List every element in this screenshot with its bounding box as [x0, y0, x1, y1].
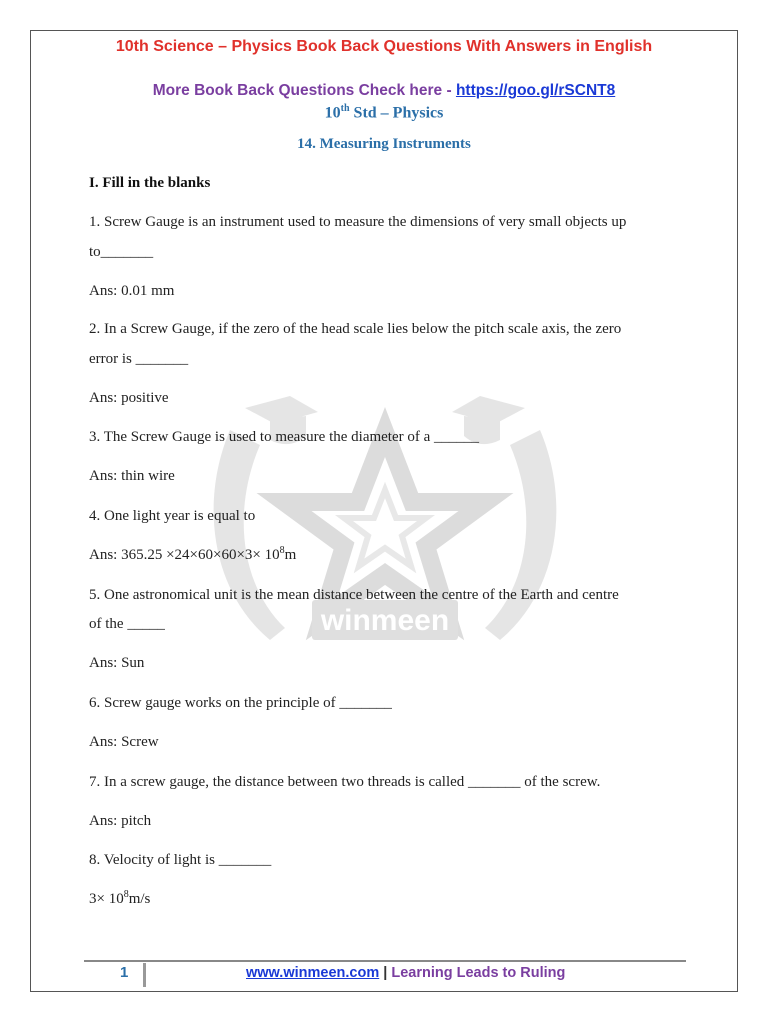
- question-6: 6. Screw gauge works on the principle of _______: [89, 695, 392, 711]
- question-1: 1. Screw Gauge is an instrument used to measure the dimensions of very small objects up: [89, 214, 627, 230]
- answer-8-unit: m/s: [128, 891, 151, 907]
- footer-site-link[interactable]: www.winmeen.com: [246, 965, 380, 981]
- page-title: 10th Science – Physics Book Back Questions With Answers in English: [115, 38, 653, 55]
- answer-8: [89, 889, 150, 908]
- question-2-cont: error is _______: [89, 351, 189, 367]
- answer-4-exponent: 8: [279, 545, 285, 556]
- chapter-title: 14. Measuring Instruments: [297, 136, 471, 152]
- std-subtitle: [30, 103, 738, 122]
- footer: [246, 965, 565, 981]
- question-5-cont: of the _____: [89, 616, 165, 632]
- std-subject: Std – Physics: [349, 104, 444, 122]
- question-8: 8. Velocity of light is _______: [89, 852, 272, 868]
- footer-rule: [84, 960, 686, 962]
- watermark-text: winmeen: [320, 604, 450, 637]
- question-3: 3. The Screw Gauge is used to measure the diameter of a ______: [89, 429, 480, 445]
- page-number: 1: [120, 964, 129, 981]
- more-questions-text: More Book Back Questions Check here -: [152, 82, 456, 99]
- answer-1: Ans: 0.01 mm: [89, 283, 175, 299]
- section-heading: I. Fill in the blanks: [89, 175, 211, 191]
- answer-2: Ans: positive: [89, 390, 169, 406]
- question-4: 4. One light year is equal to: [89, 508, 256, 524]
- answer-6: Ans: Screw: [89, 734, 159, 750]
- answer-4-base: Ans: 365.25 ×24×60×60×3× 10: [89, 547, 280, 563]
- question-7: 7. In a screw gauge, the distance between two threads is called _______ of the screw.: [89, 774, 601, 790]
- answer-4-unit: m: [284, 547, 297, 563]
- more-questions-line: [30, 82, 738, 100]
- answer-8-exponent: 8: [123, 889, 129, 900]
- question-1-cont: to_______: [89, 244, 154, 260]
- question-2: 2. In a Screw Gauge, if the zero of the head scale lies below the pitch scale axis, the zero: [89, 321, 622, 337]
- question-5: 5. One astronomical unit is the mean distance between the centre of the Earth and centre: [89, 587, 619, 603]
- more-questions-link[interactable]: https://goo.gl/rSCNT8: [455, 82, 616, 99]
- answer-5: Ans: Sun: [89, 655, 145, 671]
- footer-tagline: Learning Leads to Ruling: [391, 965, 566, 981]
- answer-3: Ans: thin wire: [89, 468, 175, 484]
- page-number-divider: [143, 963, 146, 987]
- std-number: 10: [324, 104, 341, 122]
- std-suffix: th: [340, 103, 350, 114]
- answer-8-base: 3× 10: [89, 891, 124, 907]
- answer-4: [89, 545, 296, 564]
- answer-7: Ans: pitch: [89, 813, 152, 829]
- footer-separator: |: [379, 965, 392, 981]
